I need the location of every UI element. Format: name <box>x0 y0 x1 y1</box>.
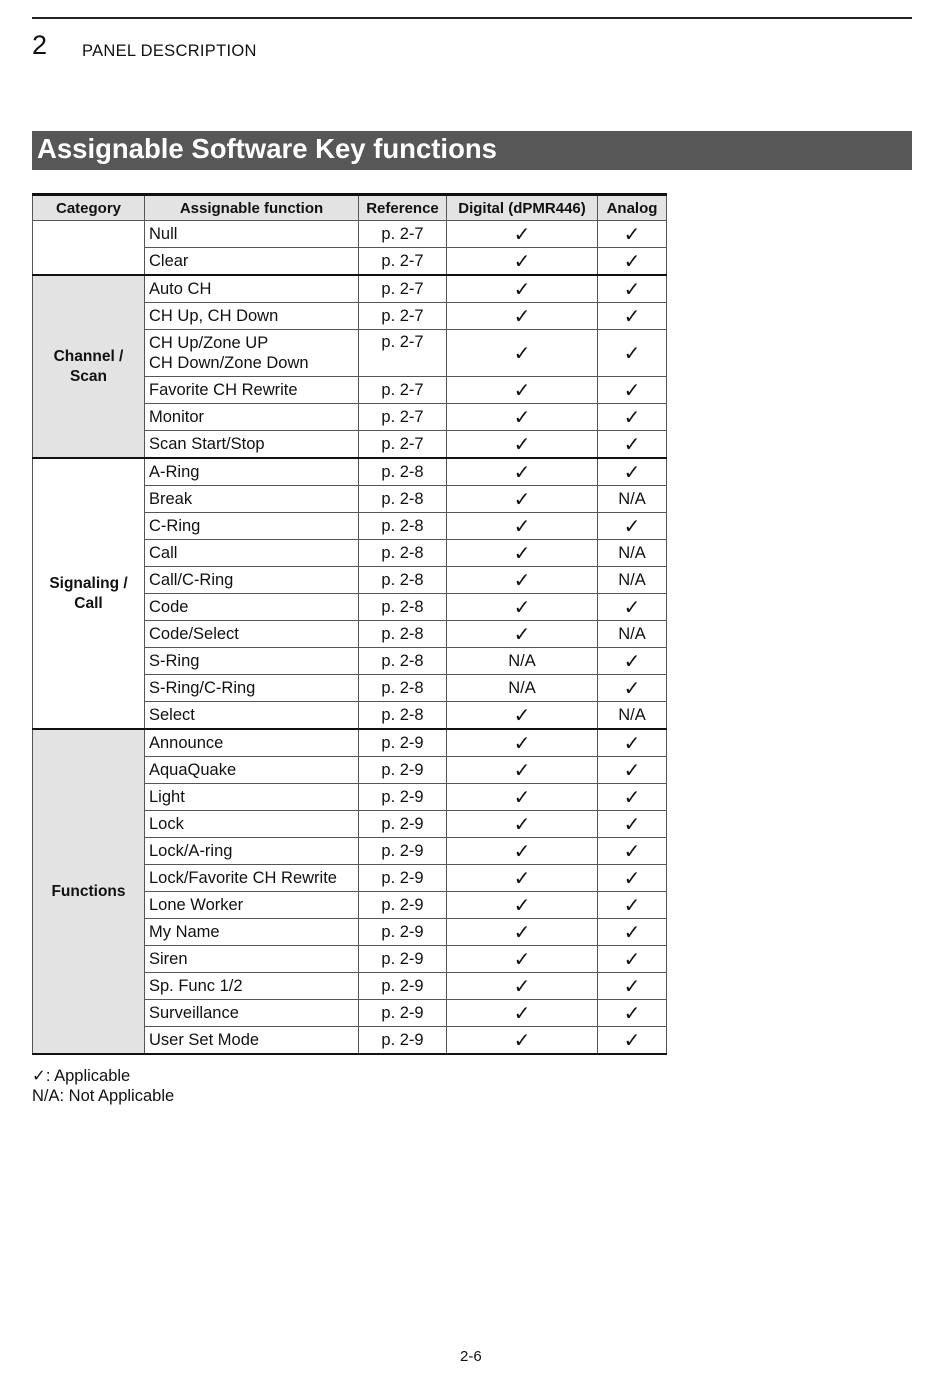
reference-cell: p. 2-8 <box>359 458 447 486</box>
analog-cell: ✓ <box>598 330 667 377</box>
reference-cell: p. 2-9 <box>359 1000 447 1027</box>
table-row <box>33 729 667 757</box>
chapter-title: PANEL DESCRIPTION <box>82 42 257 60</box>
reference-cell: p. 2-7 <box>359 303 447 330</box>
column-header-analog: Analog <box>598 195 667 221</box>
analog-cell: ✓ <box>598 513 667 540</box>
reference-cell: p. 2-9 <box>359 919 447 946</box>
digital-cell: ✓ <box>447 458 598 486</box>
section-title: Assignable Software Key functions <box>37 133 497 164</box>
column-header-function: Assignable function <box>145 195 359 221</box>
analog-cell: N/A <box>598 567 667 594</box>
analog-cell: ✓ <box>598 729 667 757</box>
digital-cell: ✓ <box>447 486 598 513</box>
analog-cell: ✓ <box>598 377 667 404</box>
digital-cell: ✓ <box>447 377 598 404</box>
digital-cell: ✓ <box>447 865 598 892</box>
function-cell: Light <box>145 784 359 811</box>
reference-cell: p. 2-8 <box>359 567 447 594</box>
digital-cell: ✓ <box>447 221 598 248</box>
reference-cell: p. 2-8 <box>359 513 447 540</box>
digital-cell: ✓ <box>447 567 598 594</box>
analog-cell: ✓ <box>598 838 667 865</box>
reference-cell: p. 2-8 <box>359 675 447 702</box>
function-cell: Scan Start/Stop <box>145 431 359 459</box>
function-cell: Sp. Func 1/2 <box>145 973 359 1000</box>
category-cell: Functions <box>33 729 145 1054</box>
digital-cell: ✓ <box>447 919 598 946</box>
table-header-row <box>33 195 667 221</box>
analog-cell: ✓ <box>598 404 667 431</box>
category-cell: Signaling / Call <box>33 458 145 729</box>
reference-cell: p. 2-9 <box>359 729 447 757</box>
digital-cell: ✓ <box>447 838 598 865</box>
function-cell: S-Ring/C-Ring <box>145 675 359 702</box>
legend-applicable: ✓: Applicable <box>32 1067 131 1085</box>
analog-cell: ✓ <box>598 919 667 946</box>
function-cell: Surveillance <box>145 1000 359 1027</box>
reference-cell: p. 2-9 <box>359 757 447 784</box>
analog-cell: ✓ <box>598 1000 667 1027</box>
digital-cell: ✓ <box>447 404 598 431</box>
digital-cell: ✓ <box>447 811 598 838</box>
analog-cell: ✓ <box>598 248 667 276</box>
reference-cell: p. 2-9 <box>359 865 447 892</box>
digital-cell: ✓ <box>447 757 598 784</box>
section-header-bar <box>32 131 912 170</box>
function-cell: Code/Select <box>145 621 359 648</box>
function-cell: CH Up/Zone UP CH Down/Zone Down <box>145 330 359 377</box>
analog-cell: ✓ <box>598 594 667 621</box>
reference-cell: p. 2-8 <box>359 594 447 621</box>
analog-cell: ✓ <box>598 784 667 811</box>
function-cell: Announce <box>145 729 359 757</box>
table-body <box>33 221 667 1055</box>
digital-cell: ✓ <box>447 330 598 377</box>
reference-cell: p. 2-9 <box>359 838 447 865</box>
function-cell: C-Ring <box>145 513 359 540</box>
reference-cell: p. 2-9 <box>359 784 447 811</box>
table-row <box>33 458 667 486</box>
reference-cell: p. 2-9 <box>359 892 447 919</box>
analog-cell: ✓ <box>598 675 667 702</box>
digital-cell: ✓ <box>447 946 598 973</box>
function-cell: Lone Worker <box>145 892 359 919</box>
top-rule <box>32 17 912 19</box>
function-cell: AquaQuake <box>145 757 359 784</box>
function-cell: Siren <box>145 946 359 973</box>
function-cell: CH Up, CH Down <box>145 303 359 330</box>
digital-cell: ✓ <box>447 275 598 303</box>
digital-cell: ✓ <box>447 303 598 330</box>
analog-cell: ✓ <box>598 757 667 784</box>
reference-cell: p. 2-9 <box>359 1027 447 1055</box>
reference-cell: p. 2-9 <box>359 946 447 973</box>
reference-cell: p. 2-7 <box>359 404 447 431</box>
digital-cell: ✓ <box>447 621 598 648</box>
category-cell: Channel / Scan <box>33 275 145 458</box>
digital-cell: ✓ <box>447 784 598 811</box>
analog-cell: ✓ <box>598 1027 667 1055</box>
analog-cell: ✓ <box>598 648 667 675</box>
reference-cell: p. 2-8 <box>359 486 447 513</box>
reference-cell: p. 2-8 <box>359 621 447 648</box>
category-cell <box>33 221 145 276</box>
column-header-digital: Digital (dPMR446) <box>447 195 598 221</box>
function-cell: Break <box>145 486 359 513</box>
analog-cell: ✓ <box>598 275 667 303</box>
digital-cell: ✓ <box>447 431 598 459</box>
function-cell: Lock/Favorite CH Rewrite <box>145 865 359 892</box>
function-cell: My Name <box>145 919 359 946</box>
analog-cell: N/A <box>598 621 667 648</box>
analog-cell: N/A <box>598 486 667 513</box>
function-cell: Code <box>145 594 359 621</box>
reference-cell: p. 2-9 <box>359 973 447 1000</box>
digital-cell: ✓ <box>447 892 598 919</box>
digital-cell: ✓ <box>447 1027 598 1055</box>
digital-cell: N/A <box>447 675 598 702</box>
analog-cell: ✓ <box>598 458 667 486</box>
function-cell: Null <box>145 221 359 248</box>
page-number: 2-6 <box>460 1348 482 1365</box>
column-header-reference: Reference <box>359 195 447 221</box>
digital-cell: ✓ <box>447 594 598 621</box>
reference-cell: p. 2-7 <box>359 431 447 459</box>
digital-cell: ✓ <box>447 248 598 276</box>
digital-cell: ✓ <box>447 540 598 567</box>
analog-cell: ✓ <box>598 811 667 838</box>
digital-cell: ✓ <box>447 973 598 1000</box>
function-cell: Favorite CH Rewrite <box>145 377 359 404</box>
function-cell: Lock/A-ring <box>145 838 359 865</box>
function-cell: Call/C-Ring <box>145 567 359 594</box>
column-header-category: Category <box>33 195 145 221</box>
reference-cell: p. 2-9 <box>359 811 447 838</box>
function-cell: A-Ring <box>145 458 359 486</box>
digital-cell: ✓ <box>447 513 598 540</box>
chapter-number: 2 <box>32 30 48 60</box>
analog-cell: ✓ <box>598 946 667 973</box>
analog-cell: ✓ <box>598 221 667 248</box>
analog-cell: ✓ <box>598 431 667 459</box>
analog-cell: N/A <box>598 702 667 730</box>
function-cell: Monitor <box>145 404 359 431</box>
reference-cell: p. 2-7 <box>359 330 447 377</box>
function-cell: Call <box>145 540 359 567</box>
digital-cell: ✓ <box>447 729 598 757</box>
analog-cell: ✓ <box>598 865 667 892</box>
digital-cell: ✓ <box>447 702 598 730</box>
function-cell: Select <box>145 702 359 730</box>
digital-cell: N/A <box>447 648 598 675</box>
function-cell: User Set Mode <box>145 1027 359 1055</box>
reference-cell: p. 2-8 <box>359 540 447 567</box>
reference-cell: p. 2-8 <box>359 702 447 730</box>
reference-cell: p. 2-7 <box>359 377 447 404</box>
reference-cell: p. 2-7 <box>359 248 447 276</box>
reference-cell: p. 2-7 <box>359 221 447 248</box>
analog-cell: ✓ <box>598 303 667 330</box>
reference-cell: p. 2-8 <box>359 648 447 675</box>
function-cell: Clear <box>145 248 359 276</box>
legend-not-applicable: N/A: Not Applicable <box>32 1087 175 1105</box>
analog-cell: ✓ <box>598 973 667 1000</box>
table-row <box>33 275 667 303</box>
digital-cell: ✓ <box>447 1000 598 1027</box>
function-cell: Auto CH <box>145 275 359 303</box>
function-cell: Lock <box>145 811 359 838</box>
reference-cell: p. 2-7 <box>359 275 447 303</box>
function-cell: S-Ring <box>145 648 359 675</box>
functions-table <box>32 193 667 1055</box>
analog-cell: ✓ <box>598 892 667 919</box>
table-row <box>33 221 667 248</box>
analog-cell: N/A <box>598 540 667 567</box>
